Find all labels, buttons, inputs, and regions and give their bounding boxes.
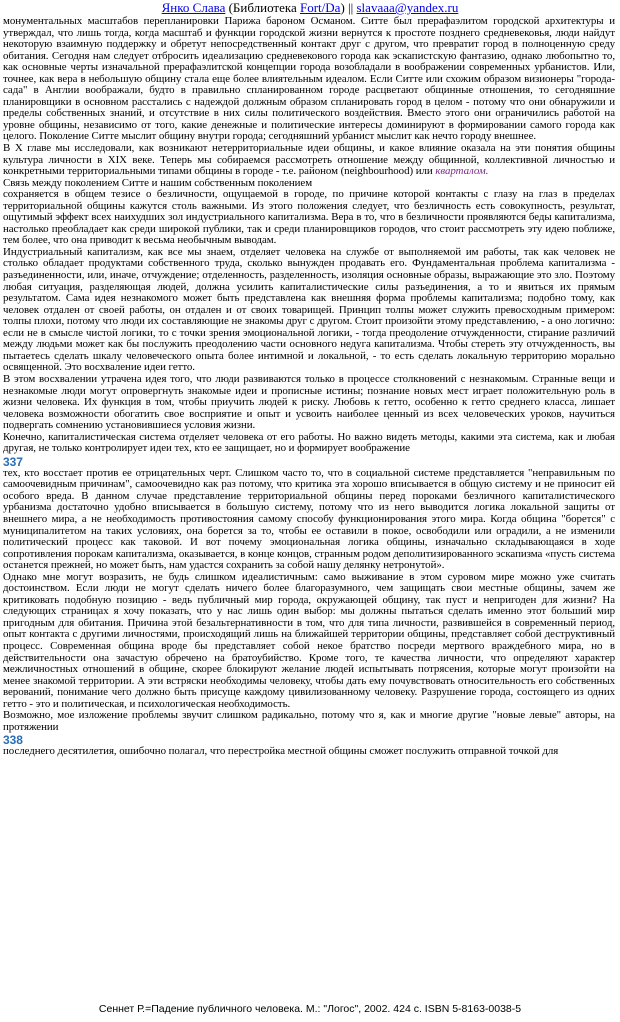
separator-label: ) || (340, 0, 357, 15)
paragraph: Связь между поколением Ситте и нашим собственным поколением (3, 176, 313, 189)
paragraph: сохраняется в общем тезисе о безличности, ощущаемой в городе, по причине которой контакты с глазу на глаз в пределах территориальной общины кажутся столь важными. Из этого положения следует, что безличность есть совокупность, результат, ощутимый эффект всех наихудших зол индустриального капитализма. Вера в то, что в безличности проявляются беды капитализма, настолько преобладает как среди широкой публики, так и среди планировщиков городов, что стоит рассмотреть эту идею поближе, тем более, что она приводит к весьма необычным выводам. (3, 188, 615, 247)
paragraph: Возможно, мое изложение проблемы звучит слишком радикально, потому что я, как и многие другие "новые левые" авторы, на протяжении (3, 709, 615, 733)
page-header (0, 0, 620, 16)
library-link[interactable]: Fort/Da (300, 0, 341, 15)
page-footer: Сеннет Р.=Падение публичного человека. М.: "Логос", 2002. 424 с. ISBN 5-8163-0038-5 (98, 1003, 522, 1015)
paragraph: Индустриальный капитализм, как все мы знаем, отделяет человека на службе от выполняемой им работы, так как человек не столько обладает продуктами собственного труда, сколько вынужден продавать его. Фундаментальная проблема капитализма - разъединенности, или, иначе, отчуждение; отделенность, разделенность, изоляция основные образы, выражающие это зло. Поэтому любая ситуация, разделяющая людей, должна усилить капиталистические силы разъединения, а то и явиться их прямым результатом. Сама идея незнакомого может быть представлена как внешняя форма проблемы капитализма; подобно тому, как человек отдален от своей работы, он отдален и от своих товарищей. Принцип толпы может служить превосходным примером: толпы плохи, потому что люди их составляющие не знакомы друг с другом. Стоит произойти этому представлению, - а оно логично: если не в смысле чистой логики, то с точки зрения эмоциональной логики, - тогда преодоление отчужденности, стирание различий между людьми может как бы послужить преодолению части основного недуга капитализма. Чтобы стереть эту отчужденность, вы пытаетесь сделать шкалу человеческого опыта более интимной и локальной, - то есть сделать локальную территорию морально освященной. Это восхваление идеи гетто. (3, 245, 615, 374)
email-link[interactable]: slavaaa@yandex.ru (356, 0, 459, 15)
page-number: 337 (3, 454, 23, 469)
paragraph: Конечно, капиталистическая система отделяет человека от его работы. Но важно видеть методы, какими эта система, как и любая другая, не только контролирует идеи тех, кто ее защищает, но и формирует воображение (3, 430, 615, 455)
paragraph: Однако мне могут возразить, не будь слишком идеалистичным: само выживание в этом суровом мире можно уже считать достоинством. Если люди не могут сделать ничего более благоразумного, чем защищать свои местные общины, зачем же критиковать подобную позицию - ведь публичный мир города, окружающей общину, так пуст и непригоден для жизни? На следующих страницах я хочу показать, что у нас лишь один выбор: мы должны пытаться сделать именно этот больший мир пригодным для обитания. Причина этой безальтернативности в том, что для типа личности, развившейся в современный период, опыт контакта с другими личностями, происходящий лишь на ближайшей территории общины, представляет собой деструктивный процесс. Современная община вроде бы представляет собой некое братство посреди мертвого враждебного мира, но в действительности она зачастую обречено на братоубийство. Кроме того, те качества личности, что определяют характер межличностных отношений в общине, скорее блокируют желание людей испытывать потрясения, которые могут произойти на менее знакомой территории. А эти встряски необходимы человеку, чтобы дать ему почувствовать относительность его собственных верований, понимание чего должно быть присуще каждому цивилизованному человеку. Разрушение города, состоящего из одних гетто - это и политическая, и психологическая необходимость. (3, 570, 615, 710)
paragraph-text: В X главе мы исследовали, как возникают нетерриториальные идеи общины, и какое влияние оказала на эти понятия общины культура личности в XIX веке. Теперь мы собираемся рассмотреть отношение между общинной, коллективной личностью и конкретными территориальными типами общины в городе - т.е. районом (neighbourhood) или (3, 142, 615, 178)
paragraph (3, 143, 615, 178)
paragraph: тех, кто восстает против ее отрицательных черт. Слишком часто то, что в социальной системе представляется "неправильным по самоочевидным причинам", самоочевидно как раз потому, что критика эта хорошо вписывается в общую систему и не приносит ей особого вреда. В данном случае представление территориальной общины перед пороками безличного капиталистического урбанизма достаточно удобно вписывается в большую систему, потому что из него выводится логика локальной защиты от внешнего мира, а не необходимость противостояния самому способу функционирования этого мира. Когда община "борется" с муниципалитетом на таких условиях, она борется за то, чтобы ее оставили в покое, освободили или оградили, а не изменили политический процесс как таковой. И вот почему эмоциональная логика общины, изначально складывающаяся в ходе сопротивления порокам капитализма, оказывается, в конце концов, странным родом деполитизированного эскапизма «пусть система останется прежней, но может быть, нам удастся сохранить за собой нашу делянку нетронутой». (3, 466, 615, 572)
italic-term: кварталом. (435, 165, 489, 178)
text-body (3, 16, 615, 758)
library-label: (Библиотека (225, 0, 300, 15)
page-number: 338 (3, 733, 23, 748)
paragraph: В этом восхвалении утрачена идея того, что люди развиваются только в процессе столкновений с незнакомым. Странные вещи и незнакомые люди могут опровергнуть знакомые идеи и прописные истины; познание новых мест играет положительную роль в жизни человека. Их функция в том, чтобы приучить людей к риску. Любовь к гетто, особенно к гетто среднего класса, лишает человека возможности обогатить свое восприятие и опыт и усвоить наиболее ценный из всех человеческих уроков, научиться подвергать сомнению установившиеся условия жизни. (3, 372, 615, 432)
paragraph: монументальных масштабов перепланировки Парижа бароном Османом. Ситте был прерафаэлитом городской архитектуры и утверждал, что лишь тогда, когда масштаб и функции городской жизни вернутся к простоте позднего средневековья, люди найдут некоторую взаимную поддержку и обретут непосредственный контакт друг с другом, что превратит город в полноценную среду обитания. Сегодня нам следует отбросить идеализацию средневекового города как эскапистскую фантазию, однако любопытно то, как основные черты изначальной прерафаэлитской концепции города возобладали в воображении современных урбанистов. Или, точнее, как вера в небольшую общину стала еще более влиятельным идеалом. Если Ситте или схожим образом визионеры "города-сада" в Англии воображали, будто в правильно спланированном городе расцветают общинные отношения, то сегодняшние планировщики в основном расстались с надеждой должным образом спланировать город в целом - потому что они обнаружили и пределы собственных знаний, и отсутствие в них силы политического воздействия. Вместо этого они ограничились работой на уровне общины, независимо от того, какие денежные и политические интересы доминируют в формировании самого города как целого. Поколение Ситте мыслит общину внутри города; сегодняшний урбанист мыслит как нечто городу внешнее. (3, 15, 615, 143)
paragraph: последнего десятилетия, ошибочно полагал, что перестройка местной общины сможет послужить отправной точкой для (3, 745, 559, 758)
author-link[interactable]: Янко Слава (161, 0, 226, 15)
